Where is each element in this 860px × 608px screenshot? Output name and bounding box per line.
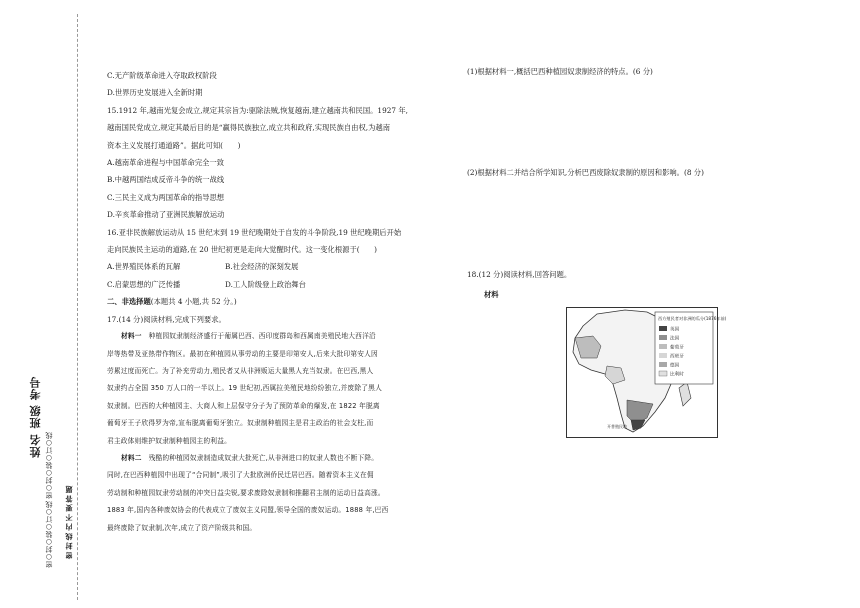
material-2-first: 材料二 残酷的种植园奴隶制造成奴隶大批死亡,从非洲进口的奴隶人数也不断下降。 [121,453,379,462]
text-line: 资本主义发展打通道路”。据此可知( ) [107,140,241,150]
options-row [107,258,455,275]
legend-item: 比利时 [670,372,684,378]
map-region-label: 开普殖民地 [607,424,627,429]
binding-dashed-line [77,14,78,600]
legend-item: 西班牙 [670,354,684,360]
section-title: 二、非选择题 [107,297,151,307]
material-line: 最终废除了奴隶制,次年,成立了资产阶级共和国。 [107,523,257,532]
question-17-stem: 17.(14 分)阅读材料,完成下列要求。 [107,314,226,324]
africa-map-graphic [567,308,727,437]
legend-item: 法国 [670,336,680,342]
option-c: C.启蒙思想的广泛传播 [107,279,181,289]
material-line: 1883 年,国内各种废奴协会的代表成立了废奴主义同盟,领导全国的废奴运动。1888 年,巴西 [107,506,389,515]
material-line: 劳累过度而死亡。为了补充劳动力,殖民者又从非洲贩运大量黑人充当奴隶。在巴西,黑人 [107,366,374,375]
question-16-line: 16.亚非民族解放运动从 15 世纪末到 19 世纪晚期处于自发的斗争阶段,19 世纪晚期后开始 [107,227,402,237]
question-15-line: 15.1912 年,越南光复会成立,规定其宗旨为:驱除法贼,恢复越南,建立越南共和民国。1927 年, [107,105,408,115]
text-line: D.世界历史发展进入全新时期 [107,88,203,98]
legend-swatch [659,362,667,367]
legend-item: 英国 [670,327,680,333]
material-label: 材料 [484,290,499,299]
no-answer-zone-notice: 密 封 线 内 不 要 答 题 [64,486,73,560]
section-heading [107,293,455,310]
material-line: 奴隶制。巴西的大种植园主、大商人和上层保守分子为了预防革命的爆发,在 1822 年脱离 [107,401,380,410]
legend-swatch [659,326,667,331]
map-legend-title: 西方殖民者对非洲的瓜分(1876年前) [658,316,727,321]
left-column [107,67,455,537]
option-d: D.工人阶级登上政治舞台 [225,279,306,289]
question-18-stem: 18.(12 分)阅读材料,回答问题。 [467,270,572,279]
text-line: C.无产阶级革命进入夺取政权阶段 [107,71,217,80]
section-note: (本题共 4 小题,共 52 分。) [150,297,237,307]
seal-line-text: 密○封○装○订○线 密○封○装○订○线 [45,432,53,569]
option-a: A.世界殖民体系的瓦解 [107,262,181,272]
material-line: 君主政体则维护奴隶制种植园主的利益。 [107,436,231,445]
question-17-1: (1)根据材料一,概括巴西种植园奴隶制经济的特点。(6 分) [467,67,653,76]
legend-item: 葡萄牙 [670,345,684,351]
material-line: 岸等热带及亚热带作物区。最初在种植园从事劳动的主要是印第安人,后来大批印第安人因 [107,349,378,358]
option-line: C.三民主义成为两国革命的指导思想 [107,192,225,202]
option-b: B.社会经济的深刻发展 [225,262,299,272]
text-line: 越南国民党成立,规定其最后目的是“赢得民族独立,成立共和政府,实现民族自由权,为越南 [107,123,390,133]
option-line: D.辛亥革命推动了亚洲民族解放运动 [107,210,225,220]
material-1-label: 材料一 [121,332,142,341]
material-line: 劳动制和种植园奴隶劳动制的冲突日益尖锐,要求废除奴隶制和推翻君主制的运动日益高涨。 [107,488,385,497]
option-line: B.中越两国结成反帝斗争的统一战线 [107,175,225,185]
material-1-first: 材料一 种植园奴隶制经济盛行于葡属巴西、西印度群岛和西属南美殖民地大西洋沿 [121,332,376,341]
option-line: A.越南革命进程与中国革命完全一致 [107,158,225,168]
legend-swatch [659,335,667,340]
material-line: 奴隶约占全国 350 万人口的一半以上。19 世纪初,西属拉美殖民地纷纷独立,并废除了黑人 [107,384,382,393]
material-2-label: 材料二 [121,453,142,462]
text-line: 走向民族民主运动的道路,在 20 世纪初更是走向大觉醒时代。这一变化根源于( ) [107,245,378,255]
africa-colonial-map [566,307,727,438]
legend-swatch [659,371,667,376]
options-row [107,276,455,293]
student-info-label: 姓名 班级 考号 [29,376,42,458]
legend-item: 德国 [670,363,680,369]
material-line: 葡萄牙王子欣得罗为帝,宣布脱离葡萄牙独立。奴隶制种植园主是君主政治的社会支柱,而 [107,419,374,428]
legend-swatch [659,344,667,349]
material-line: 同时,在巴西种植园中出现了“合同制”,吸引了大批欧洲侨民迁居巴西。随着资本主义在佣 [107,471,374,480]
legend-swatch [659,353,667,358]
question-17-2: (2)根据材料二并结合所学知识,分析巴西废除奴隶制的原因和影响。(8 分) [467,168,704,177]
